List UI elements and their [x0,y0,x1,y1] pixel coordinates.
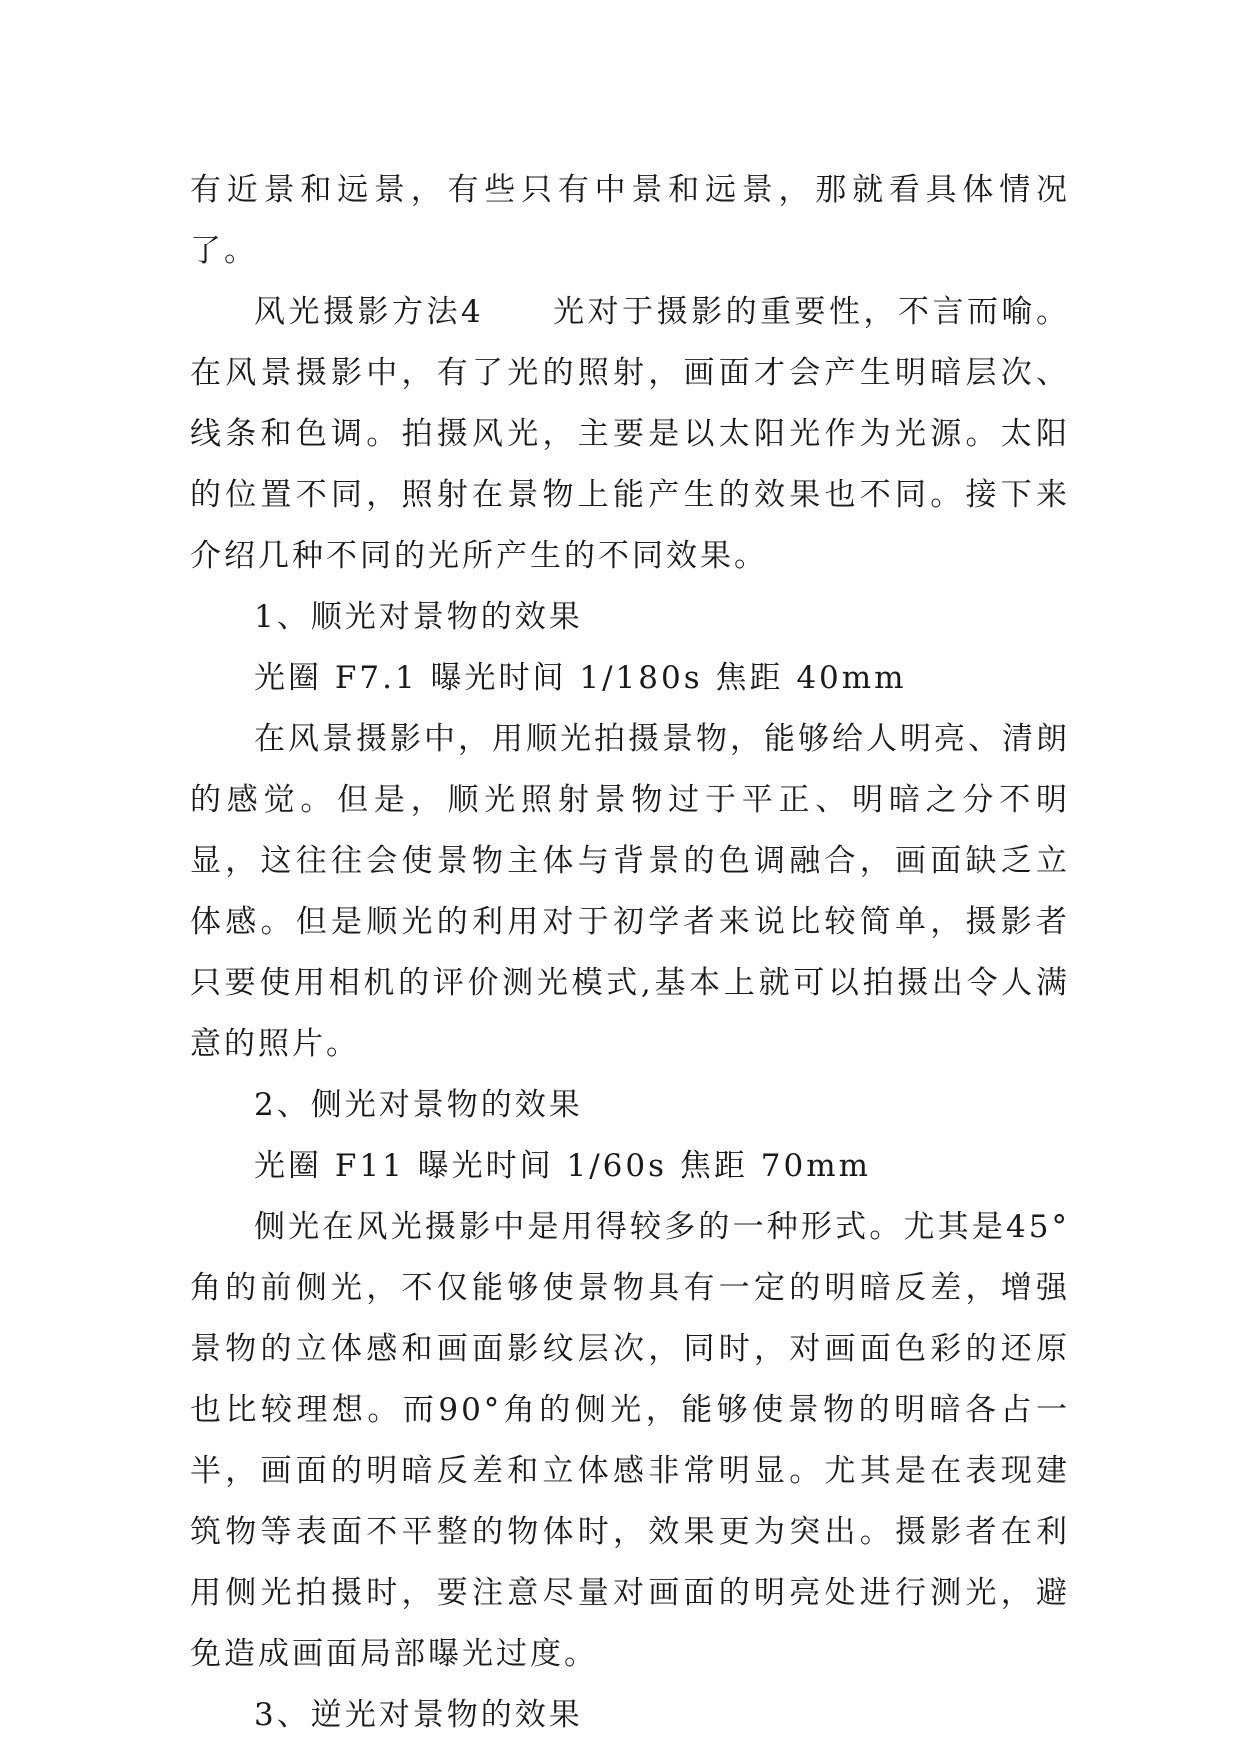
paragraph-front-light: 在风景摄影中，用顺光拍摄景物，能够给人明亮、清朗的感觉。但是，顺光照射景物过于平正、明暗之分不明显，这往往会使景物主体与背景的色调融合，画面缺乏立体感。但是顺光的利用对于初学者来说比较简单，摄影者只要使用相机的评价测光模式,基本上就可以拍摄出令人满意的照片。 [190,721,1070,1062]
heading-front-light: 1、顺光对景物的效果 [254,599,583,635]
paragraph-side-light: 侧光在风光摄影中是用得较多的一种形式。尤其是45°角的前侧光，不仅能够使景物具有一定的明暗反差，增强景物的立体感和画面影纹层次，同时，对画面色彩的还原也比较理想。而90°角的侧光，能够使景物的明暗各占一半，画面的明暗反差和立体感非常明显。尤其是在表现建筑物等表面不平整的物体时，效果更为突出。摄影者在利用侧光拍摄时，要注意尽量对画面的明亮处进行测光，避免造成画面局部曝光过度。 [190,1209,1070,1672]
heading-back-light: 3、逆光对景物的效果 [254,1697,583,1733]
exif-side-light: 光圈 F11 曝光时间 1/60s 焦距 70mm [254,1148,871,1184]
paragraph-continuation: 有近景和远景，有些只有中景和远景，那就看具体情况了。 [190,172,1070,269]
exif-front-light: 光圈 F7.1 曝光时间 1/180s 焦距 40mm [254,660,907,696]
heading-side-light: 2、侧光对景物的效果 [254,1087,583,1123]
paragraph-method-4: 风光摄影方法4 光对于摄影的重要性，不言而喻。在风景摄影中，有了光的照射，画面才会产生明暗层次、线条和色调。拍摄风光，主要是以太阳光作为光源。太阳的位置不同，照射在景物上能产生的效果也不同。接下来介绍几种不同的光所产生的不同效果。 [190,294,1070,574]
document-body [190,160,1070,1746]
